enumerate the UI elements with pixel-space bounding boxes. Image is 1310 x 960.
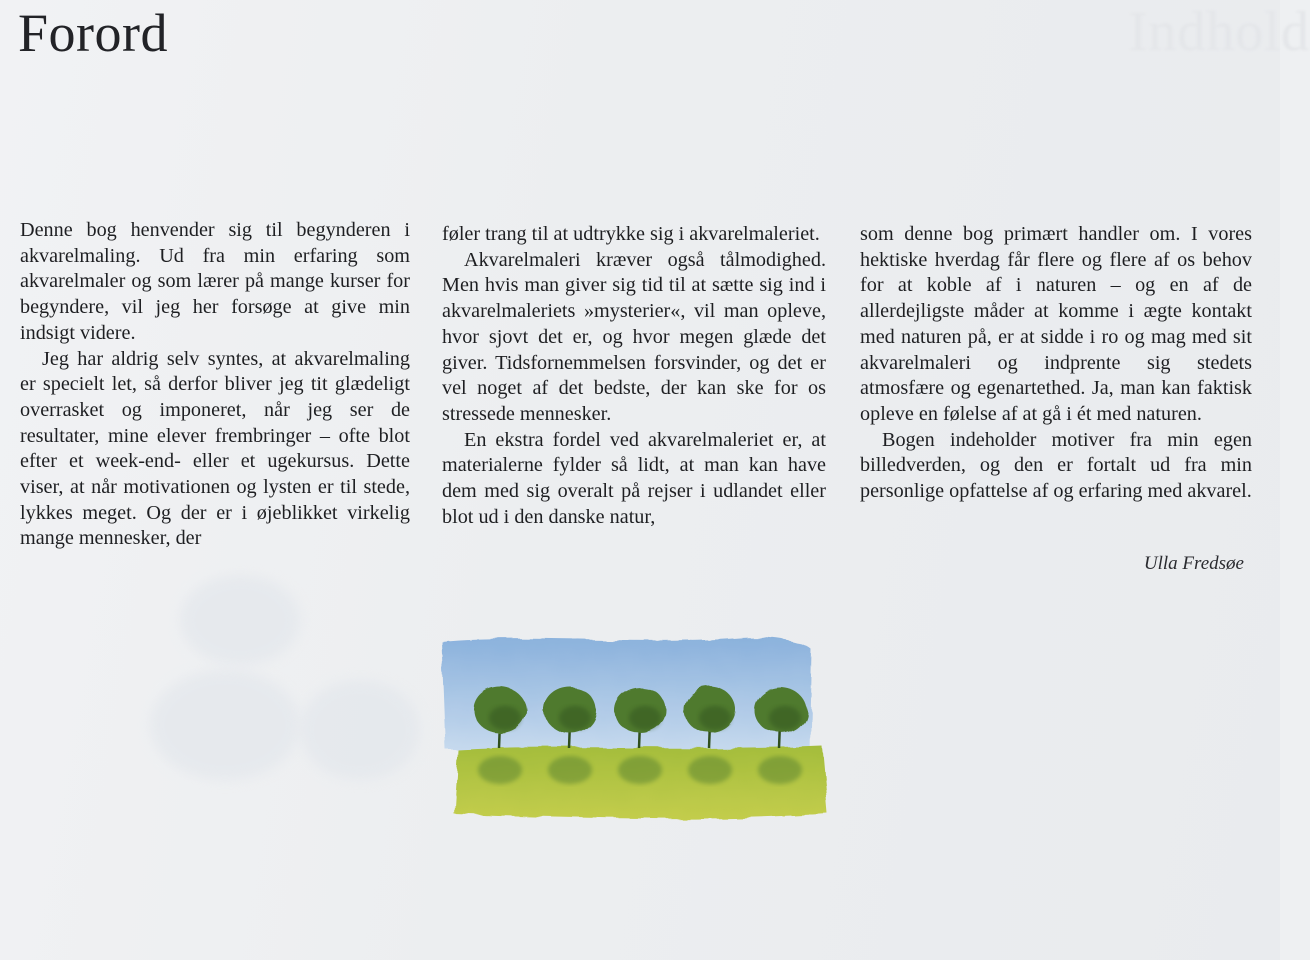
tree-reflection bbox=[758, 756, 802, 784]
paragraph: føler trang til at udtrykke sig i akvarelmaleriet. bbox=[442, 223, 820, 245]
paragraph: Bogen indeholder motiver fra min egen billedverden, og den er fortalt ud fra min personlige opfattelse af og erfaring med akvarel. bbox=[860, 428, 1252, 503]
tree-crown-shade bbox=[559, 706, 591, 730]
paragraph: En ekstra fordel ved akvarelmaleriet er, at materialerne fylder så lidt, at man kan have dem med sig overalt på rejser i udlandet eller blot ud i den danske natur, bbox=[442, 428, 826, 528]
tree-reflection bbox=[548, 756, 592, 784]
tree-crown-shade bbox=[489, 706, 521, 730]
watercolor-illustration bbox=[440, 632, 830, 832]
watercolor-landscape-image bbox=[440, 632, 830, 832]
tree-crown-shade bbox=[769, 706, 801, 730]
paragraph: Jeg har aldrig selv syntes, at akvarelmaling er specielt let, så derfor bliver jeg tit glædeligt overrasket og imponeret, når jeg ser de resultater, mine elever frembringer – ofte blot efter et week-end- eller et ugekursus. Dette viser, at når motivationen og lysten er til stede, lykkes meget. Og der er i øjeblikket virkelig mange mennesker, der bbox=[20, 347, 410, 550]
text-column-3 bbox=[860, 222, 1252, 505]
tree-crown-shade bbox=[699, 706, 731, 730]
text-column-1 bbox=[20, 218, 410, 552]
paragraph: som denne bog primært handler om. I vores hektiske hverdag får flere og flere af os behov for at koble af i naturen – og en af de allerdejligste måder at komme i ægte kontakt med naturen på, er at sidde i ro og mag med sit akvarelmaleri og indprente sig stedets atmosfære og egenartethed. Ja, man kan faktisk opleve en følelse af at gå i ét med naturen. bbox=[860, 223, 1252, 425]
tree-reflection bbox=[618, 756, 662, 784]
show-through-blob bbox=[300, 680, 420, 780]
page-title: Forord bbox=[18, 3, 168, 63]
author-signature: Ulla Fredsøe bbox=[1143, 553, 1244, 574]
paragraph: Denne bog henvender sig til begynderen i akvarelmaling. Ud fra min erfaring som akvarelmaler og som lærer på mange kurser for begyndere, vil jeg her forsøge at give min indsigt videre. bbox=[20, 219, 410, 344]
tree-reflection bbox=[688, 756, 732, 784]
show-through-blob bbox=[150, 670, 300, 780]
tree-reflection bbox=[478, 756, 522, 784]
tree-crown-shade bbox=[629, 706, 661, 730]
show-through-text: Indhold bbox=[1128, 1, 1310, 63]
show-through-blob bbox=[180, 575, 300, 665]
text-column-2 bbox=[442, 222, 826, 530]
paragraph: Akvarelmaleri kræver også tålmodighed. Men hvis man giver sig tid til at sætte sig ind i akvarelmaleriets »mysterier«, vil man opleve, hvor sjovt det er, og hvor megen glæde det giver. Tidsfornemmelsen forsvinder, og det er vel noget af det bedste, der kan ske for os stressede mennesker. bbox=[442, 248, 826, 425]
